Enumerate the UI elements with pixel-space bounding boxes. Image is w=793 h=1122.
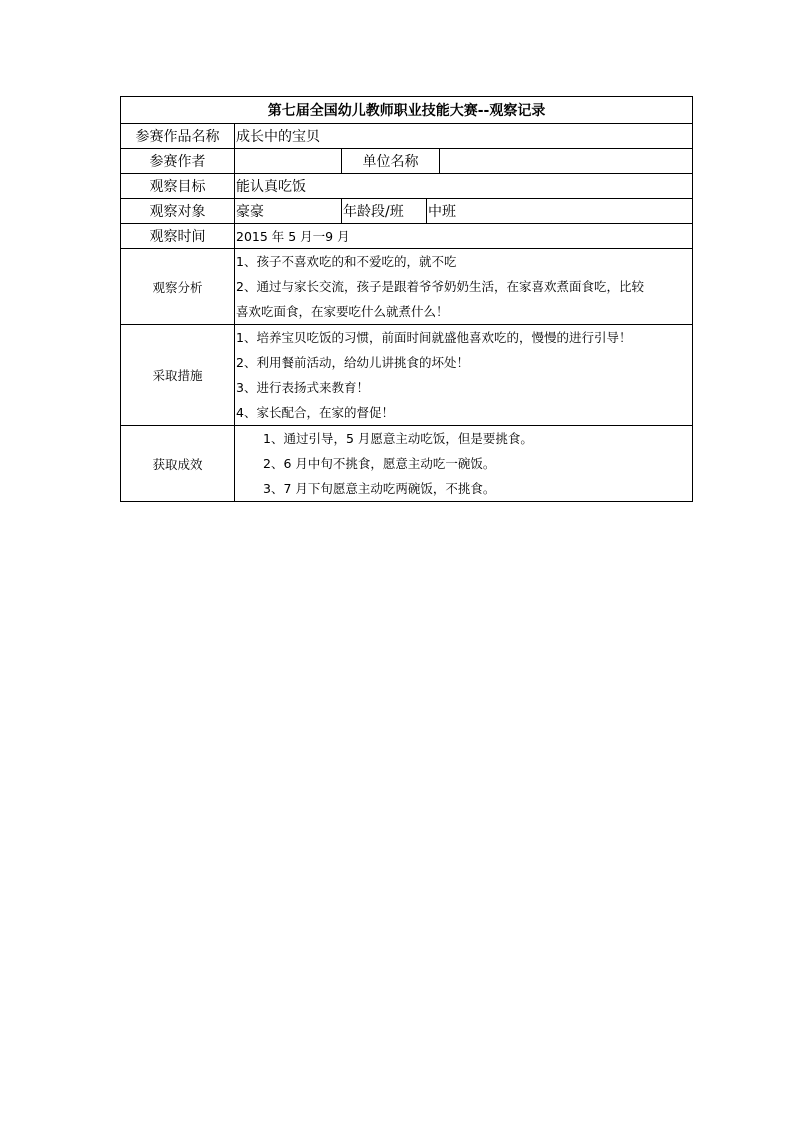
age-group-label: 年龄段/班 bbox=[342, 199, 427, 224]
author-value bbox=[235, 149, 342, 174]
age-group-value: 中班 bbox=[427, 199, 693, 224]
measures-label: 采取措施 bbox=[121, 325, 235, 426]
observation-subject-value: 豪豪 bbox=[235, 199, 342, 224]
observation-goal-label: 观察目标 bbox=[121, 174, 235, 199]
measure-line: 4、家长配合，在家的督促！ bbox=[236, 405, 394, 420]
result-line: 1、通过引导，5 月愿意主动吃饭，但是要挑食。 bbox=[263, 431, 533, 446]
form-title: 第七届全国幼儿教师职业技能大赛--观察记录 bbox=[121, 97, 693, 124]
work-name-label: 参赛作品名称 bbox=[121, 124, 235, 149]
results-label: 获取成效 bbox=[121, 426, 235, 502]
measures-content bbox=[235, 325, 693, 426]
observation-subject-label: 观察对象 bbox=[121, 199, 235, 224]
observation-time-label: 观察时间 bbox=[121, 224, 235, 249]
observation-time-value: 2015 年 5 月一9 月 bbox=[235, 224, 693, 249]
analysis-line: 喜欢吃面食，在家要吃什么就煮什么！ bbox=[236, 304, 449, 319]
result-line: 2、6 月中旬不挑食，愿意主动吃一碗饭。 bbox=[263, 456, 496, 471]
result-line: 3、7 月下旬愿意主动吃两碗饭，不挑食。 bbox=[263, 481, 496, 496]
unit-name-value bbox=[440, 149, 693, 174]
work-name-value: 成长中的宝贝 bbox=[235, 124, 693, 149]
observation-analysis-label: 观察分析 bbox=[121, 249, 235, 325]
observation-record-table bbox=[120, 96, 693, 502]
analysis-line: 1、孩子不喜欢吃的和不爱吃的，就不吃 bbox=[236, 254, 457, 269]
measure-line: 1、培养宝贝吃饭的习惯，前面时间就盛他喜欢吃的，慢慢的进行引导！ bbox=[236, 330, 632, 345]
measure-line: 3、进行表扬式来教育！ bbox=[236, 380, 369, 395]
results-content bbox=[235, 426, 693, 502]
measure-line: 2、利用餐前活动，给幼儿讲挑食的坏处！ bbox=[236, 355, 469, 370]
observation-goal-value: 能认真吃饭 bbox=[235, 174, 693, 199]
unit-name-label: 单位名称 bbox=[342, 149, 440, 174]
analysis-line: 2、通过与家长交流，孩子是跟着爷爷奶奶生活，在家喜欢煮面食吃，比较 bbox=[236, 279, 644, 294]
observation-analysis-content bbox=[235, 249, 693, 325]
author-label: 参赛作者 bbox=[121, 149, 235, 174]
